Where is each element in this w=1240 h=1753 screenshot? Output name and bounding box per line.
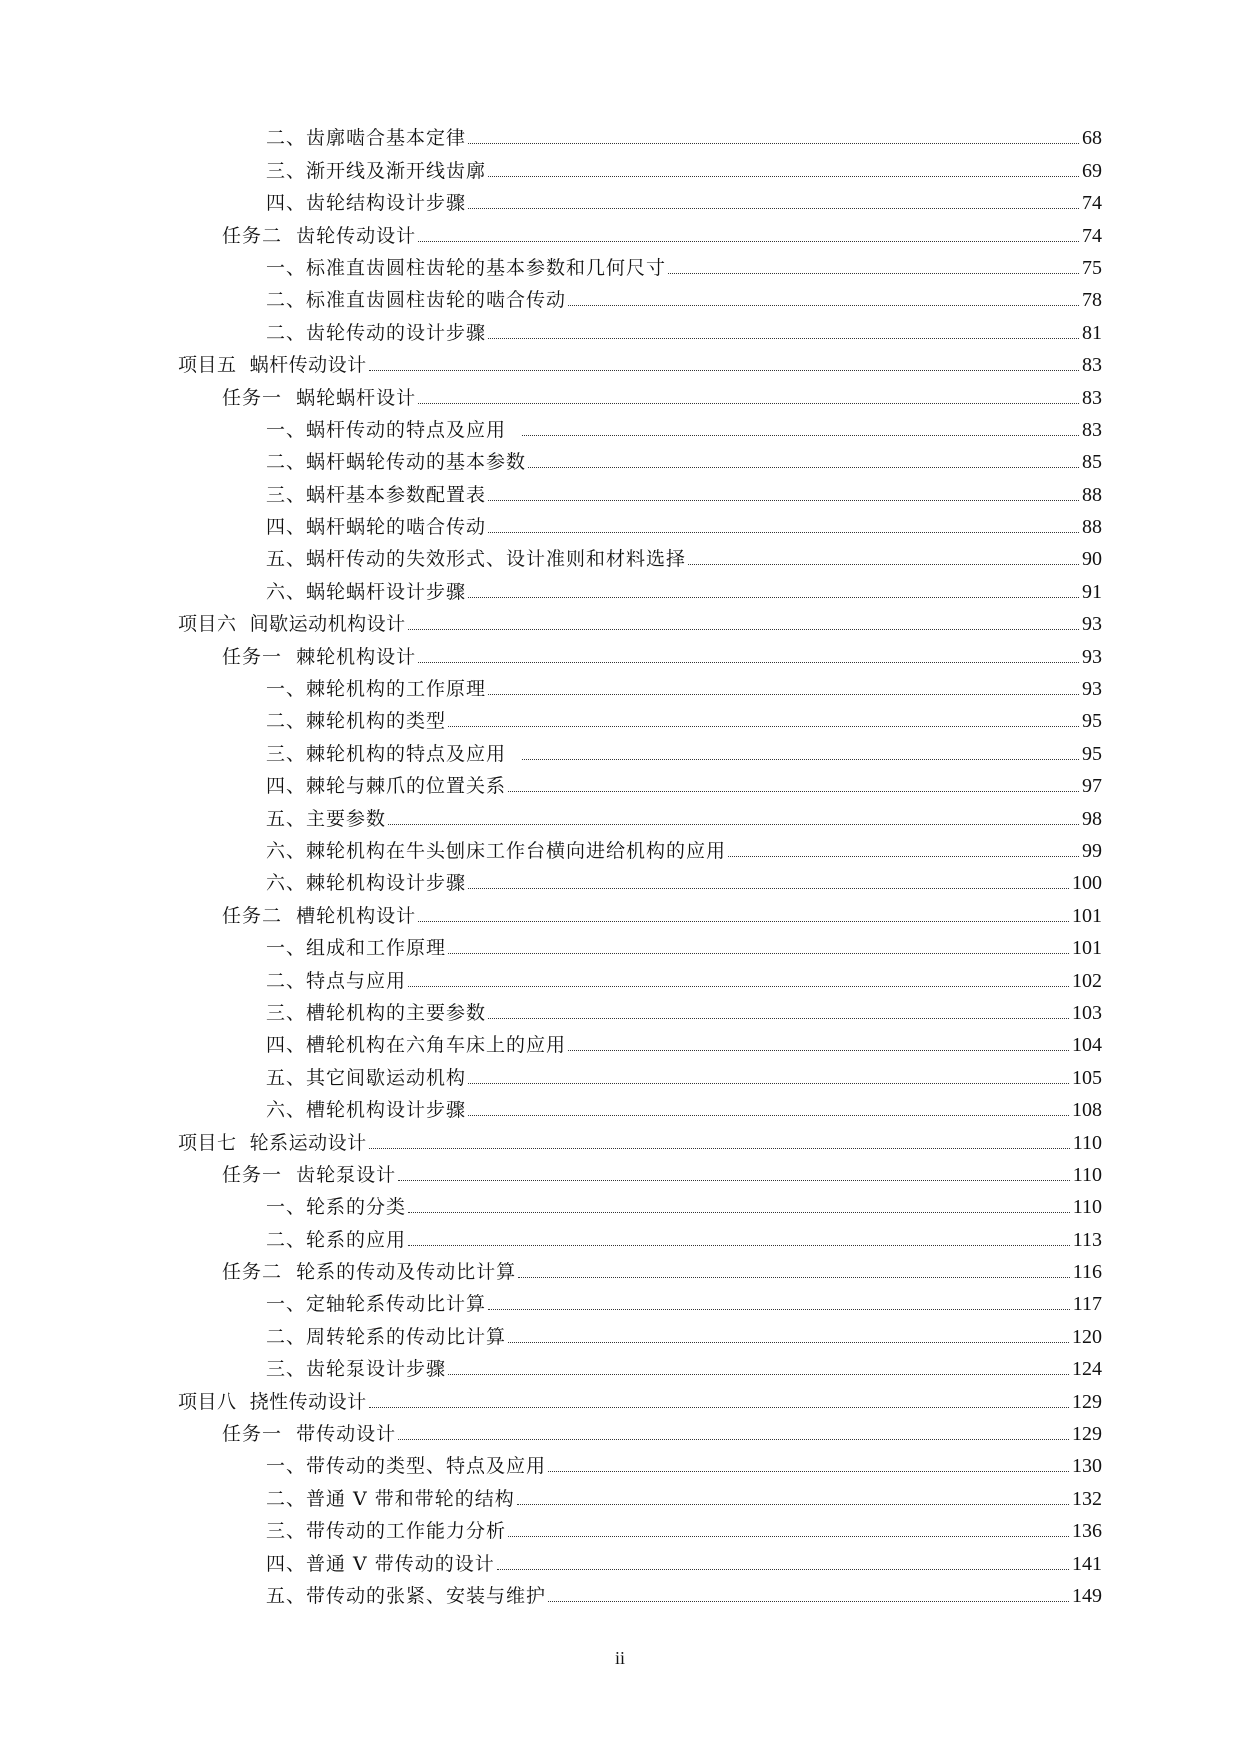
toc-entry-page: 110 — [1072, 1131, 1102, 1154]
toc-entry-page: 102 — [1072, 969, 1102, 992]
toc-entry-title: 三、槽轮机构的主要参数 — [266, 1001, 487, 1024]
toc-dot-leader — [548, 1601, 1069, 1602]
toc-entry-page: 104 — [1072, 1034, 1102, 1057]
toc-dot-leader — [468, 597, 1079, 598]
toc-section-entry[interactable] — [0, 1187, 1102, 1219]
toc-section-entry[interactable] — [0, 442, 1102, 474]
toc-entry-title: 三、渐开线及渐开线齿廓 — [266, 159, 487, 182]
toc-entry-title: 任务一 蜗轮蜗杆设计 — [222, 386, 417, 409]
toc-entry-page: 110 — [1072, 1163, 1102, 1186]
toc-entry-page: 83 — [1082, 418, 1102, 441]
toc-entry-page: 100 — [1072, 872, 1102, 895]
toc-entry-title: 六、棘轮机构在牛头刨床工作台横向进给机构的应用 — [266, 839, 727, 862]
toc-entry-title: 二、周转轮系的传动比计算 — [266, 1325, 507, 1348]
toc-entry-page: 117 — [1072, 1293, 1102, 1316]
toc-dot-leader — [508, 791, 1079, 792]
toc-project-entry[interactable] — [0, 345, 1102, 377]
toc-entry-title: 项目八 挠性传动设计 — [178, 1390, 367, 1413]
toc-entry-title: 三、带传动的工作能力分析 — [266, 1520, 507, 1543]
toc-dot-leader — [517, 1504, 1069, 1505]
toc-entry-title: 三、棘轮机构的特点及应用 — [266, 742, 521, 765]
toc-entry-page: 103 — [1072, 1001, 1102, 1024]
toc-entry-page: 93 — [1082, 645, 1102, 668]
toc-section-entry[interactable] — [0, 539, 1102, 571]
toc-section-entry[interactable] — [0, 312, 1102, 344]
table-of-contents — [0, 118, 1240, 1608]
toc-dot-leader — [448, 1374, 1069, 1375]
toc-dot-leader — [688, 564, 1079, 565]
toc-entry-page: 74 — [1082, 224, 1102, 247]
toc-entry-title: 二、轮系的应用 — [266, 1228, 407, 1251]
toc-section-entry[interactable] — [0, 928, 1102, 960]
toc-dot-leader — [418, 403, 1079, 404]
toc-task-entry[interactable] — [0, 1252, 1102, 1284]
toc-entry-title: 五、其它间歇运动机构 — [266, 1066, 467, 1089]
toc-dot-leader — [448, 726, 1079, 727]
toc-dot-leader — [468, 888, 1069, 889]
toc-dot-leader — [488, 338, 1079, 339]
toc-dot-leader — [388, 824, 1079, 825]
toc-entry-title: 任务二 轮系的传动及传动比计算 — [222, 1261, 517, 1284]
toc-entry-page: 120 — [1072, 1325, 1102, 1348]
toc-entry-title: 二、棘轮机构的类型 — [266, 710, 447, 733]
toc-section-entry[interactable] — [0, 1057, 1102, 1089]
toc-entry-page: 98 — [1082, 807, 1102, 830]
toc-entry-page: 83 — [1082, 354, 1102, 377]
toc-entry-title: 三、齿轮泵设计步骤 — [266, 1358, 447, 1381]
toc-entry-title: 六、槽轮机构设计步骤 — [266, 1099, 467, 1122]
toc-entry-title: 四、棘轮与棘爪的位置关系 — [266, 775, 507, 798]
toc-section-entry[interactable] — [0, 571, 1102, 603]
toc-entry-title: 二、齿轮传动的设计步骤 — [266, 321, 487, 344]
toc-section-entry[interactable] — [0, 1511, 1102, 1543]
toc-dot-leader — [488, 694, 1079, 695]
toc-entry-page: 141 — [1072, 1552, 1102, 1575]
toc-dot-leader — [369, 1148, 1070, 1149]
toc-entry-page: 78 — [1082, 289, 1102, 312]
toc-dot-leader — [488, 532, 1079, 533]
toc-entry-title: 五、蜗杆传动的失效形式、设计准则和材料选择 — [266, 548, 687, 571]
toc-entry-title: 任务二 齿轮传动设计 — [222, 224, 417, 247]
toc-entry-page: 124 — [1072, 1358, 1102, 1381]
toc-dot-leader — [408, 629, 1079, 630]
toc-dot-leader — [568, 305, 1079, 306]
toc-project-entry[interactable] — [0, 604, 1102, 636]
toc-entry-page: 69 — [1082, 159, 1102, 182]
toc-dot-leader — [468, 208, 1079, 209]
toc-dot-leader — [418, 921, 1069, 922]
toc-entry-title: 二、齿廓啮合基本定律 — [266, 127, 467, 150]
toc-section-entry[interactable] — [0, 1090, 1102, 1122]
toc-dot-leader — [468, 1115, 1069, 1116]
toc-dot-leader — [488, 1309, 1070, 1310]
toc-dot-leader — [398, 1180, 1070, 1181]
toc-entry-page: 93 — [1082, 613, 1102, 636]
toc-entry-title: 四、普通 V 带传动的设计 — [266, 1552, 495, 1575]
toc-section-entry[interactable] — [0, 1543, 1102, 1575]
toc-entry-title: 项目五 蜗杆传动设计 — [178, 354, 367, 377]
toc-dot-leader — [488, 1018, 1069, 1019]
toc-entry-page: 88 — [1082, 516, 1102, 539]
toc-section-entry[interactable] — [0, 1576, 1102, 1608]
toc-dot-leader — [528, 467, 1079, 468]
toc-dot-leader — [488, 500, 1079, 501]
toc-section-entry[interactable] — [0, 1284, 1102, 1316]
toc-entry-title: 二、普通 V 带和带轮的结构 — [266, 1487, 515, 1510]
toc-entry-page: 116 — [1072, 1261, 1102, 1284]
toc-section-entry[interactable] — [0, 766, 1102, 798]
toc-dot-leader — [369, 1407, 1069, 1408]
toc-dot-leader — [728, 856, 1079, 857]
toc-entry-title: 五、带传动的张紧、安装与维护 — [266, 1584, 547, 1607]
toc-entry-page: 95 — [1082, 710, 1102, 733]
toc-task-entry[interactable] — [0, 1414, 1102, 1446]
toc-entry-page: 93 — [1082, 678, 1102, 701]
toc-project-entry[interactable] — [0, 1381, 1102, 1413]
toc-dot-leader — [488, 176, 1079, 177]
toc-entry-page: 105 — [1072, 1066, 1102, 1089]
toc-section-entry[interactable] — [0, 1219, 1102, 1251]
toc-entry-title: 一、蜗杆传动的特点及应用 — [266, 418, 521, 441]
toc-dot-leader — [408, 986, 1069, 987]
toc-entry-title: 六、棘轮机构设计步骤 — [266, 872, 467, 895]
toc-entry-page: 88 — [1082, 483, 1102, 506]
toc-entry-page: 136 — [1072, 1520, 1102, 1543]
page-number: ii — [614, 1648, 625, 1668]
toc-dot-leader — [408, 1245, 1070, 1246]
toc-dot-leader — [668, 273, 1079, 274]
toc-section-entry[interactable] — [0, 1349, 1102, 1381]
toc-entry-page: 129 — [1072, 1423, 1102, 1446]
toc-project-entry[interactable] — [0, 1122, 1102, 1154]
toc-task-entry[interactable] — [0, 1155, 1102, 1187]
toc-entry-title: 四、齿轮结构设计步骤 — [266, 192, 467, 215]
toc-section-entry[interactable] — [0, 150, 1102, 182]
toc-task-entry[interactable] — [0, 215, 1102, 247]
toc-entry-page: 91 — [1082, 580, 1102, 603]
toc-dot-leader — [408, 1212, 1070, 1213]
toc-dot-leader — [568, 1050, 1069, 1051]
toc-entry-page: 85 — [1082, 451, 1102, 474]
toc-dot-leader — [508, 1536, 1069, 1537]
toc-section-entry[interactable] — [0, 1316, 1102, 1348]
toc-task-entry[interactable] — [0, 636, 1102, 668]
toc-entry-title: 项目七 轮系运动设计 — [178, 1131, 367, 1154]
toc-dot-leader — [398, 1439, 1069, 1440]
toc-entry-title: 一、定轴轮系传动比计算 — [266, 1293, 487, 1316]
toc-section-entry[interactable] — [0, 1446, 1102, 1478]
toc-entry-page: 113 — [1072, 1228, 1102, 1251]
toc-section-entry[interactable] — [0, 248, 1102, 280]
toc-section-entry[interactable] — [0, 280, 1102, 312]
toc-section-entry[interactable] — [0, 1025, 1102, 1057]
toc-dot-leader — [369, 370, 1079, 371]
toc-section-entry[interactable] — [0, 507, 1102, 539]
toc-entry-page: 130 — [1072, 1455, 1102, 1478]
toc-entry-page: 99 — [1082, 839, 1102, 862]
toc-entry-title: 一、棘轮机构的工作原理 — [266, 678, 487, 701]
toc-section-entry[interactable] — [0, 701, 1102, 733]
toc-entry-title: 六、蜗轮蜗杆设计步骤 — [266, 580, 467, 603]
toc-entry-title: 三、蜗杆基本参数配置表 — [266, 483, 487, 506]
toc-dot-leader — [497, 1569, 1069, 1570]
toc-section-entry[interactable] — [0, 831, 1102, 863]
toc-dot-leader — [418, 662, 1079, 663]
toc-entry-title: 任务二 槽轮机构设计 — [222, 904, 417, 927]
toc-section-entry[interactable] — [0, 863, 1102, 895]
toc-entry-page: 101 — [1072, 904, 1102, 927]
toc-entry-title: 二、标准直齿圆柱齿轮的啮合传动 — [266, 289, 567, 312]
toc-entry-page: 81 — [1082, 321, 1102, 344]
toc-entry-page: 108 — [1072, 1099, 1102, 1122]
toc-task-entry[interactable] — [0, 377, 1102, 409]
toc-section-entry[interactable] — [0, 798, 1102, 830]
toc-dot-leader — [518, 1277, 1070, 1278]
toc-entry-title: 四、蜗杆蜗轮的啮合传动 — [266, 516, 487, 539]
toc-section-entry[interactable] — [0, 474, 1102, 506]
toc-entry-title: 一、组成和工作原理 — [266, 937, 447, 960]
toc-dot-leader — [522, 759, 1079, 760]
toc-entry-title: 一、轮系的分类 — [266, 1196, 407, 1219]
toc-entry-title: 一、标准直齿圆柱齿轮的基本参数和几何尺寸 — [266, 256, 667, 279]
toc-task-entry[interactable] — [0, 895, 1102, 927]
toc-entry-page: 132 — [1072, 1487, 1102, 1510]
toc-entry-title: 项目六 间歇运动机构设计 — [178, 613, 406, 636]
toc-section-entry[interactable] — [0, 118, 1102, 150]
toc-entry-page: 95 — [1082, 742, 1102, 765]
toc-dot-leader — [508, 1342, 1069, 1343]
toc-entry-page: 149 — [1072, 1584, 1102, 1607]
toc-dot-leader — [548, 1471, 1069, 1472]
toc-dot-leader — [468, 143, 1079, 144]
toc-dot-leader — [468, 1083, 1069, 1084]
toc-dot-leader — [418, 241, 1079, 242]
toc-entry-title: 一、带传动的类型、特点及应用 — [266, 1455, 547, 1478]
toc-section-entry[interactable] — [0, 410, 1102, 442]
toc-section-entry[interactable] — [0, 1478, 1102, 1510]
toc-dot-leader — [448, 953, 1069, 954]
toc-entry-title: 五、主要参数 — [266, 807, 387, 830]
toc-section-entry[interactable] — [0, 183, 1102, 215]
toc-entry-page: 74 — [1082, 192, 1102, 215]
toc-entry-page: 97 — [1082, 775, 1102, 798]
toc-section-entry[interactable] — [0, 960, 1102, 992]
toc-entry-page: 110 — [1072, 1196, 1102, 1219]
toc-section-entry[interactable] — [0, 993, 1102, 1025]
toc-entry-page: 129 — [1072, 1390, 1102, 1413]
toc-entry-page: 101 — [1072, 937, 1102, 960]
toc-entry-page: 75 — [1082, 256, 1102, 279]
toc-entry-page: 90 — [1082, 548, 1102, 571]
toc-entry-title: 任务一 带传动设计 — [222, 1423, 397, 1446]
toc-entry-page: 83 — [1082, 386, 1102, 409]
toc-section-entry[interactable] — [0, 669, 1102, 701]
toc-entry-title: 任务一 棘轮机构设计 — [222, 645, 417, 668]
toc-entry-page: 68 — [1082, 127, 1102, 150]
toc-section-entry[interactable] — [0, 733, 1102, 765]
toc-entry-title: 二、特点与应用 — [266, 969, 407, 992]
toc-entry-title: 任务一 齿轮泵设计 — [222, 1163, 397, 1186]
toc-entry-title: 四、槽轮机构在六角车床上的应用 — [266, 1034, 567, 1057]
toc-dot-leader — [522, 435, 1079, 436]
toc-entry-title: 二、蜗杆蜗轮传动的基本参数 — [266, 451, 527, 474]
